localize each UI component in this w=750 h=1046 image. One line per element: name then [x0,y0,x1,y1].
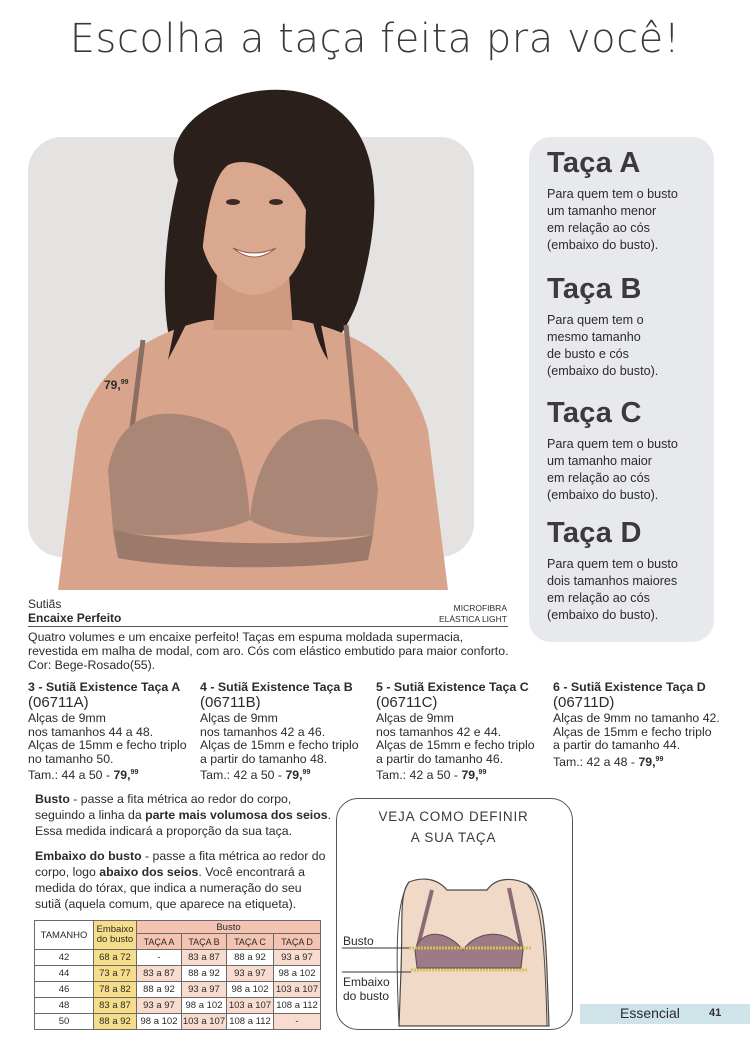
diagram-title: VEJA COMO DEFINIR A SUA TAÇA [378,809,529,845]
item-cup-c: 5 - Sutiã Existence Taça C (06711C) Alças de 9mm nos tamanhos 42 e 44. Alças de 15mm e fecho triplo a partir do tamanho 46. Tam.: 42 a 50 - 79,99 [376,681,551,783]
item-title: 3 - Sutiã Existence Taça A [28,680,181,694]
table-row: 48 83 a 87 93 a 97 98 a 102 103 a 107 108 a 112 [35,998,321,1014]
col-bust: Busto [137,921,321,934]
item-code: (06711C) [376,693,438,711]
item-title: 4 - Sutiã Existence Taça B [200,680,353,694]
page-number: 41 [709,1007,722,1019]
item-code: (06711D) [553,693,615,711]
model-photo [28,70,474,590]
divider [28,626,508,627]
cup-b-text: Para quem tem o mesmo tamanho de busto e cós (embaixo do busto). [547,313,659,378]
diagram-label-bust: Busto [343,934,374,948]
cup-d-info [547,517,717,624]
col-size: TAMANHO [35,921,94,950]
cup-a-title: Taça A [547,147,641,179]
cup-b-title: Taça B [547,273,642,305]
footer-section: Essencial [620,1005,680,1021]
page-headline: Escolha a taça feita pra você! [69,16,681,62]
cup-b-info [547,273,717,380]
table-row: 50 88 a 92 98 a 102 103 a 107 108 a 112 - [35,1014,321,1030]
item-cup-a: 3 - Sutiã Existence Taça A (06711A) Alças de 9mm nos tamanhos 44 a 48. Alças de 15mm e fecho triplo no tamanho 50. Tam.: 44 a 50 - 79,99 [28,681,203,783]
photo-price-tag: 79,99 [104,378,129,392]
item-code: (06711A) [28,693,89,711]
item-cup-b: 4 - Sutiã Existence Taça B (06711B) Alças de 9mm nos tamanhos 42 a 46. Alças de 15mm e fecho triplo a partir do tamanho 48. Tam.: 42 a 50 - 79,99 [200,681,375,783]
instruction-bust: Busto - passe a fita métrica ao redor do corpo, seguindo a linha da parte mais volumosa dos seios. Essa medida indicará a proporção da sua taça. [35,792,331,838]
product-fabric: MICROFIBRA ELÁSTICA LIGHT [438,603,507,624]
cup-c-info [547,397,717,504]
table-row: 42 68 a 72 - 83 a 87 88 a 92 93 a 97 [35,950,321,966]
item-sizes-price: Tam.: 44 a 50 - 79,99 [28,768,139,783]
product-name: Encaixe Perfeito [28,611,122,625]
size-table [34,920,321,1030]
cup-types-panel [529,137,714,642]
col-cup-c: TAÇA C [227,934,274,950]
item-sizes-price: Tam.: 42 a 48 - 79,99 [553,754,664,769]
col-cup-b: TAÇA B [182,934,227,950]
item-title: 5 - Sutiã Existence Taça C [376,680,529,694]
col-cup-a: TAÇA A [137,934,182,950]
item-sizes-price: Tam.: 42 a 50 - 79,99 [200,768,311,783]
col-underbust: Embaixo do busto [94,921,137,950]
item-sizes-price: Tam.: 42 a 50 - 79,99 [376,768,487,783]
item-title: 6 - Sutiã Existence Taça D [553,680,706,694]
col-cup-d: TAÇA D [274,934,321,950]
cup-c-title: Taça C [547,397,642,429]
item-cup-d: 6 - Sutiã Existence Taça D (06711D) Alças de 9mm no tamanho 42. Alças de 15mm e fecho triplo a partir do tamanho 44. Tam.: 42 a 48 - 79,99 [553,681,728,769]
table-row: 46 78 a 82 88 a 92 93 a 97 98 a 102 103 a 107 [35,982,321,998]
product-category: Sutiãs [28,597,62,611]
item-code: (06711B) [200,693,261,711]
cup-d-title: Taça D [547,517,642,549]
table-row: 44 73 a 77 83 a 87 88 a 92 93 a 97 98 a 102 [35,966,321,982]
product-description: Quatro volumes e um encaixe perfeito! Taças em espuma moldada supermacia, revestida em malha de modal, com aro. Cós com elástico embutido para maior conforto. Cor: Bege-Rosado(55). [28,630,509,672]
instruction-underbust: Embaixo do busto - passe a fita métrica ao redor do corpo, logo abaixo dos seios. Você encontrará a medida do tórax, que indica a numeração do seu sutiã (aquela comum, que aparece na etiqueta). [35,849,326,911]
cup-c-text: Para quem tem o busto um tamanho maior em relação ao cós (embaixo do busto). [547,437,678,502]
diagram-label-underbust: Embaixo do busto [343,975,390,1003]
cup-a-text: Para quem tem o busto um tamanho menor em relação ao cós (embaixo do busto). [547,187,678,252]
cup-d-text: Para quem tem o busto dois tamanhos maiores em relação ao cós (embaixo do busto). [547,557,678,622]
cup-a-info [547,147,717,254]
